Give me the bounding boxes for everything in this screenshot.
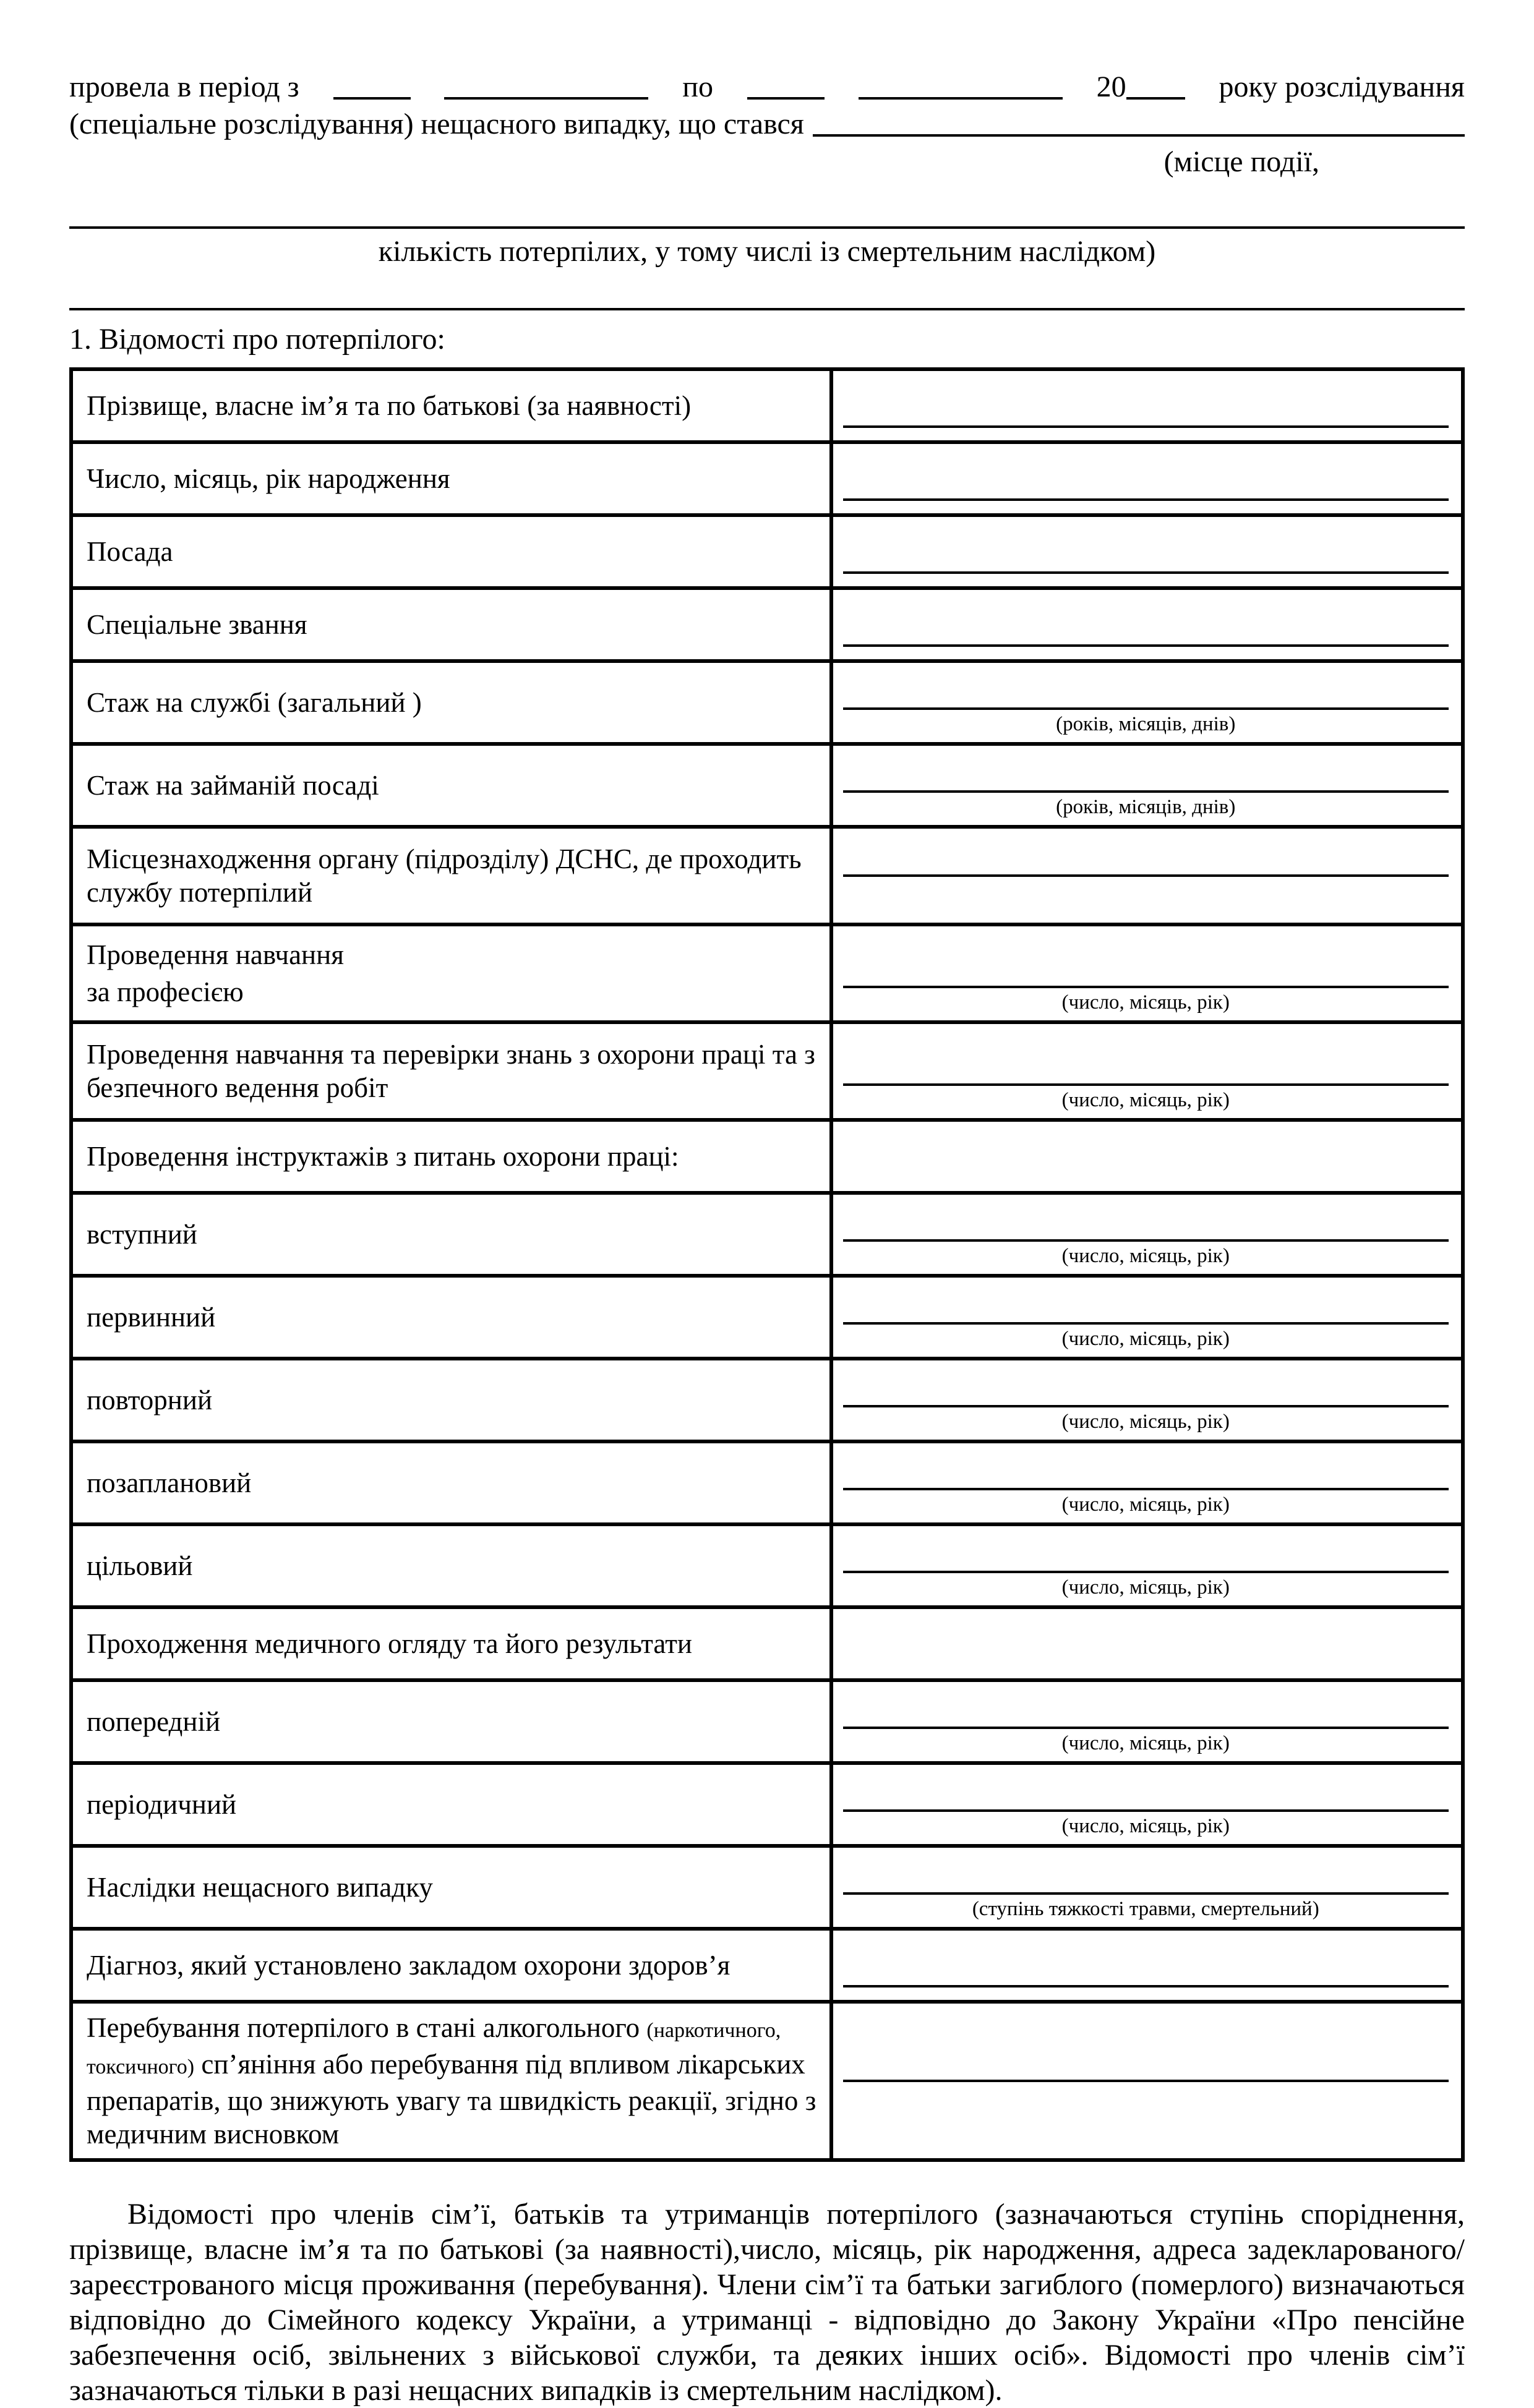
table-row-total-service xyxy=(71,661,1463,744)
field-label: Місцезнаходження органу (підрозділу) ДСНС, де проходить службу потерпілий xyxy=(71,827,831,924)
field-hint: (число, місяць, рік) xyxy=(1061,991,1230,1014)
field-value-blank xyxy=(831,924,1463,1022)
blank-line-day-to xyxy=(747,97,825,100)
blank-line xyxy=(843,498,1449,501)
blank-line xyxy=(843,707,1449,710)
blank-line xyxy=(843,1892,1449,1895)
table-row-consequences xyxy=(71,1846,1463,1929)
blank-line xyxy=(843,874,1449,877)
field-hint: (число, місяць, рік) xyxy=(1061,1732,1230,1754)
field-value-blank xyxy=(831,744,1463,827)
victim-info-table xyxy=(69,367,1465,2162)
blank-line xyxy=(843,1809,1449,1812)
table-row-instruction-repeated xyxy=(71,1359,1463,1441)
field-label: Посада xyxy=(71,515,831,588)
field-hint: (ступінь тяжкості травми, смертельний) xyxy=(972,1898,1319,1920)
field-value-blank xyxy=(831,1929,1463,2002)
field-label: періодичний xyxy=(71,1763,831,1846)
intro-line-2 xyxy=(69,106,1465,142)
table-row-dsns-location xyxy=(71,827,1463,924)
intro-text-period: провела в період з xyxy=(69,70,299,103)
field-value-blank xyxy=(831,1846,1463,1929)
field-value-blank xyxy=(831,442,1463,515)
field-label: повторний xyxy=(71,1359,831,1441)
blank-rule-bottom xyxy=(69,308,1465,310)
field-label-part: Перебування потерпілого в стані алкогольного xyxy=(87,2012,647,2043)
field-label: Число, місяць, рік народження xyxy=(71,442,831,515)
field-value-empty xyxy=(831,1607,1463,1680)
intro-line-1 xyxy=(69,69,1465,105)
blank-line xyxy=(843,790,1449,793)
field-hint: (число, місяць, рік) xyxy=(1061,1089,1230,1111)
table-row-instruction-introductory xyxy=(71,1193,1463,1276)
field-hint: (число, місяць, рік) xyxy=(1061,1576,1230,1599)
field-label: Проведення інструктажів з питань охорони праці: xyxy=(71,1120,831,1193)
field-hint: (число, місяць, рік) xyxy=(1061,1815,1230,1837)
blank-line xyxy=(843,1985,1449,1987)
table-row-instructions-header xyxy=(71,1120,1463,1193)
field-label: позаплановий xyxy=(71,1441,831,1524)
blank-line xyxy=(843,1727,1449,1729)
field-value-empty xyxy=(831,1120,1463,1193)
field-label-small-part: (наркотичного, токсичного) xyxy=(87,2019,781,2078)
blank-rule-top xyxy=(69,226,1465,229)
blank-line xyxy=(843,1083,1449,1086)
field-label: Проведення навчання та перевірки знань з охорони праці та з безпечного ведення робіт xyxy=(71,1022,831,1120)
table-row-profession-training xyxy=(71,924,1463,1022)
year-group xyxy=(1097,69,1185,105)
table-row-diagnosis xyxy=(71,1929,1463,2002)
field-hint: (число, місяць, рік) xyxy=(1061,1493,1230,1516)
field-label: Стаж на службі (загальний ) xyxy=(71,661,831,744)
table-row-birthdate xyxy=(71,442,1463,515)
field-label: Діагноз, який установлено закладом охорони здоров’я xyxy=(71,1929,831,2002)
blank-line xyxy=(843,1322,1449,1325)
field-value-blank xyxy=(831,1441,1463,1524)
field-label xyxy=(71,2002,831,2160)
table-row-instruction-targeted xyxy=(71,1524,1463,1607)
field-value-blank xyxy=(831,1524,1463,1607)
field-hint: (число, місяць, рік) xyxy=(1061,1328,1230,1350)
victims-count-note: кількість потерпілих, у тому числі із смертельним наслідком) xyxy=(378,235,1156,268)
field-value-blank xyxy=(831,1022,1463,1120)
field-label: первинний xyxy=(71,1276,831,1359)
field-label-line2: за професією xyxy=(87,976,244,1007)
intro-text-accident: (спеціальне розслідування) нещасного випадку, що стався xyxy=(69,108,804,140)
field-label: Проходження медичного огляду та його результати xyxy=(71,1607,831,1680)
field-value-blank xyxy=(831,661,1463,744)
field-value-blank xyxy=(831,1680,1463,1763)
table-row-position xyxy=(71,515,1463,588)
field-label-part: сп’яніння або перебування під впливом лікарських препаратів, що знижують увагу та швидкість реакції, згідно з медичним висновком xyxy=(87,2049,816,2150)
blank-line xyxy=(843,571,1449,574)
blank-line xyxy=(843,425,1449,428)
field-value-blank xyxy=(831,1763,1463,1846)
table-row-instruction-unscheduled xyxy=(71,1441,1463,1524)
blank-line xyxy=(843,1488,1449,1490)
table-row-exam-preliminary xyxy=(71,1680,1463,1763)
place-note: (місце події, xyxy=(1163,145,1319,178)
field-value-blank xyxy=(831,1276,1463,1359)
intro-text-to: по xyxy=(682,70,713,103)
family-info-paragraph: Відомості про членів сім’ї, батьків та утриманців потерпілого (зазначаються ступінь споріднення, прізвище, власне ім’я та по батькові (за наявності),число, місяць, рік народження, адреса задекларованого/зареєстрованого місця проживання (перебування). Члени сім’ї та батьки загиблого (померлого) визначаються відповідно до Сімейного кодексу України, а утриманці - відповідно до Закону України «Про пенсійне забезпечення осіб, звільнених з військової служби, та деяких інших осіб». Відомості про членів сім’ї зазначаються тільки в разі нещасних випадків із смертельним наслідком). xyxy=(69,2198,1465,2407)
blank-line xyxy=(843,2080,1449,2082)
field-value-blank xyxy=(831,827,1463,924)
blank-line-month-from xyxy=(444,97,648,100)
table-row-exam-periodic xyxy=(71,1763,1463,1846)
field-hint: (число, місяць, рік) xyxy=(1061,1411,1230,1433)
field-hint: (число, місяць, рік) xyxy=(1061,1245,1230,1267)
field-label: вступний xyxy=(71,1193,831,1276)
blank-line-year xyxy=(1126,97,1185,100)
blank-line xyxy=(843,1405,1449,1407)
field-hint: (років, місяців, днів) xyxy=(1056,713,1236,735)
field-label-line1: Проведення навчання xyxy=(87,939,344,970)
table-row-special-rank xyxy=(71,588,1463,661)
field-label: Прізвище, власне ім’я та по батькові (за наявності) xyxy=(71,369,831,442)
field-value-blank xyxy=(831,1193,1463,1276)
blank-line xyxy=(843,986,1449,988)
field-label: Наслідки нещасного випадку xyxy=(71,1846,831,1929)
table-row-surname xyxy=(71,369,1463,442)
table-row-intoxication xyxy=(71,2002,1463,2160)
field-value-blank xyxy=(831,369,1463,442)
table-row-instruction-primary xyxy=(71,1276,1463,1359)
field-value-blank xyxy=(831,588,1463,661)
intro-text-year-prefix: 20 xyxy=(1096,70,1126,103)
field-value-blank xyxy=(831,2002,1463,2160)
blank-line xyxy=(843,644,1449,647)
intro-text-investigation: року розслідування xyxy=(1219,70,1465,103)
field-label: попередній xyxy=(71,1680,831,1763)
field-value-blank xyxy=(831,1359,1463,1441)
field-hint: (років, місяців, днів) xyxy=(1056,796,1236,818)
field-label: Спеціальне звання xyxy=(71,588,831,661)
table-row-position-service xyxy=(71,744,1463,827)
table-row-safety-training xyxy=(71,1022,1463,1120)
blank-line xyxy=(843,1571,1449,1573)
table-row-medical-exam-header xyxy=(71,1607,1463,1680)
blank-line-month-to xyxy=(859,97,1063,100)
field-label: Стаж на займаній посаді xyxy=(71,744,831,827)
field-label: цільовий xyxy=(71,1524,831,1607)
blank-line-place xyxy=(813,134,1465,137)
field-label xyxy=(71,924,831,1022)
section-title: 1. Відомості про потерпілого: xyxy=(69,323,445,356)
field-value-blank xyxy=(831,515,1463,588)
blank-line xyxy=(843,1239,1449,1242)
blank-line-day-from xyxy=(333,97,411,100)
